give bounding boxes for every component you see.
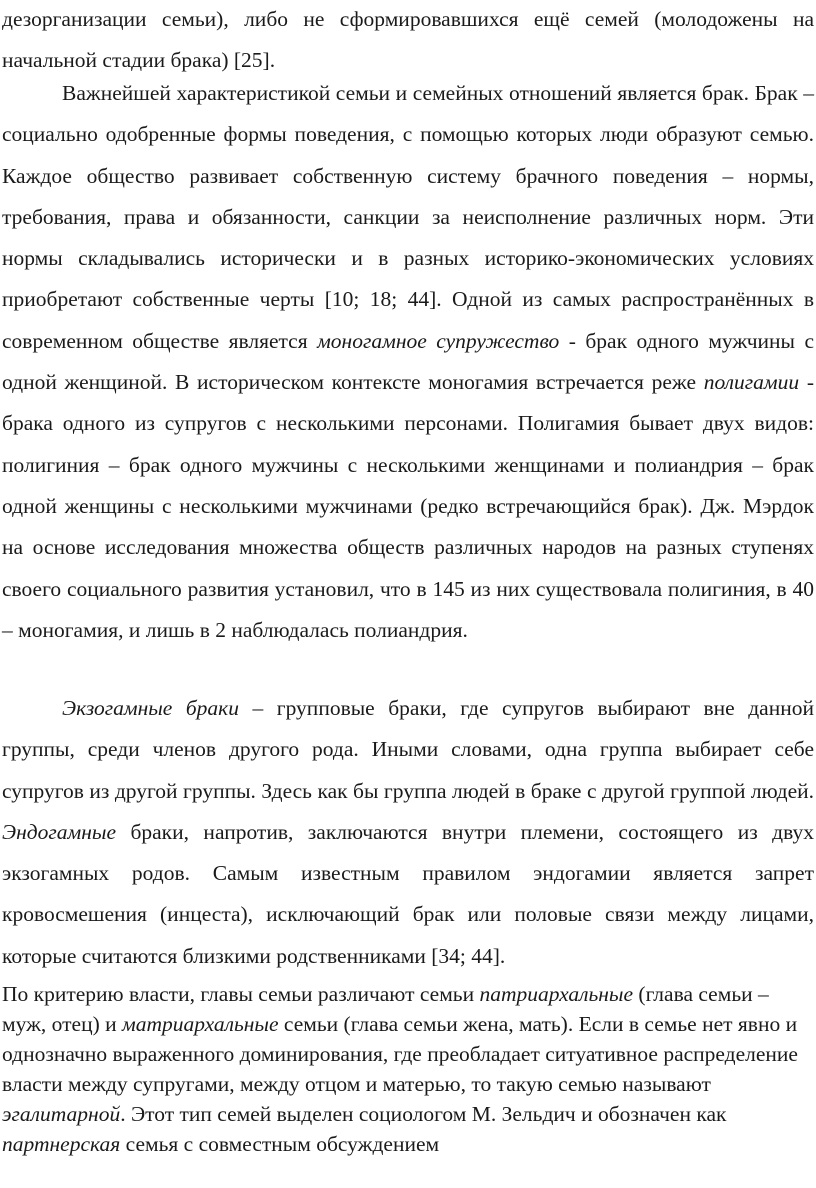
paragraph-4-text-1: По критерию власти, главы семьи различают семьи (2, 982, 480, 1006)
paragraph-3 (2, 688, 814, 977)
paragraph-2-text-1: Важнейшей характеристикой семьи и семейных отношений является брак. Брак – социально одобренные формы поведения, с помощью которых люди образуют семью. Каждое общество развивает собственную систему брачного поведения – нормы, требования, права и обязанности, санкции за неисполнение различных норм. Эти нормы складывались исторически и в разных историко-экономических условиях приобретают собственные черты [10; 18; 44]. Одной из самых распространённых в современном обществе является (2, 81, 814, 353)
paragraph-4-text-3: семьи (глава семьи жена, мать). Если в семье нет явно и однозначно выраженного доминирования, где преобладает ситуативное распределение власти между супругами, между отцом и матерью, то такую семью называют (2, 1012, 798, 1096)
term-endogamous: Эндогамные (2, 819, 116, 844)
paragraph-2-text-2: - брак одного мужчины с одной женщиной. В историческом контексте моногамия встречается реже (2, 328, 814, 395)
paragraph-3-text-2: браки, напротив, заключаются внутри племени, состоящего из двух экзогамных родов. Самым известным правилом эндогамии является запрет кровосмешения (инцеста), исключающий брак или половые связи между лицами, которые считаются близкими родственниками [34; 44]. (2, 819, 814, 968)
term-monogamy: моногамное супружество (317, 328, 560, 353)
term-polygamy: полигамии (703, 370, 800, 395)
paragraph-4 (2, 979, 802, 1159)
paragraph-4-text-4: . Этот тип семей выделен социологом М. Зельдич и обозначен как (120, 1102, 727, 1126)
paragraph-2 (2, 73, 814, 651)
paragraph-4-text-2: (глава семьи – муж, отец) и (2, 982, 769, 1036)
term-patriarchal: патриархальные (479, 982, 634, 1006)
paragraph-4-text-5: семья с совместным обсуждением (120, 1132, 440, 1156)
term-exogamous-marriages: Экзогамные браки (62, 696, 239, 720)
term-egalitarian: эгалитарной (2, 1102, 121, 1126)
term-partner: партнерская (2, 1132, 121, 1156)
term-matriarchal: матриархальные (122, 1012, 279, 1036)
paragraph-3-text-1: – групповые браки, где супругов выбирают вне данной группы, среди членов другого рода. Иными словами, одна группа выбирает себе супругов из другой группы. Здесь как бы группа людей в браке с другой группой людей. (2, 696, 814, 803)
paragraph-2-text-3: - брака одного из супругов с несколькими персонами. Полигамия бывает двух видов: полигиния – брак одного мужчины с несколькими женщинами и полиандрия – брак одной женщины с несколькими мужчинами (редко встречающийся брак). Дж. Мэрдок на основе исследования множества обществ различных народов на разных ступенях своего социального развития установил, что в 145 из них существовала полигиния, в 40 – моногамия, и лишь в 2 наблюдалась полиандрия. (2, 370, 814, 642)
paragraph-1-text-1: дезорганизации семьи), либо не сформировавшихся ещё семей (молодожены на начальной стадии брака) [25]. (2, 7, 814, 73)
paragraph-1 (2, 0, 814, 82)
